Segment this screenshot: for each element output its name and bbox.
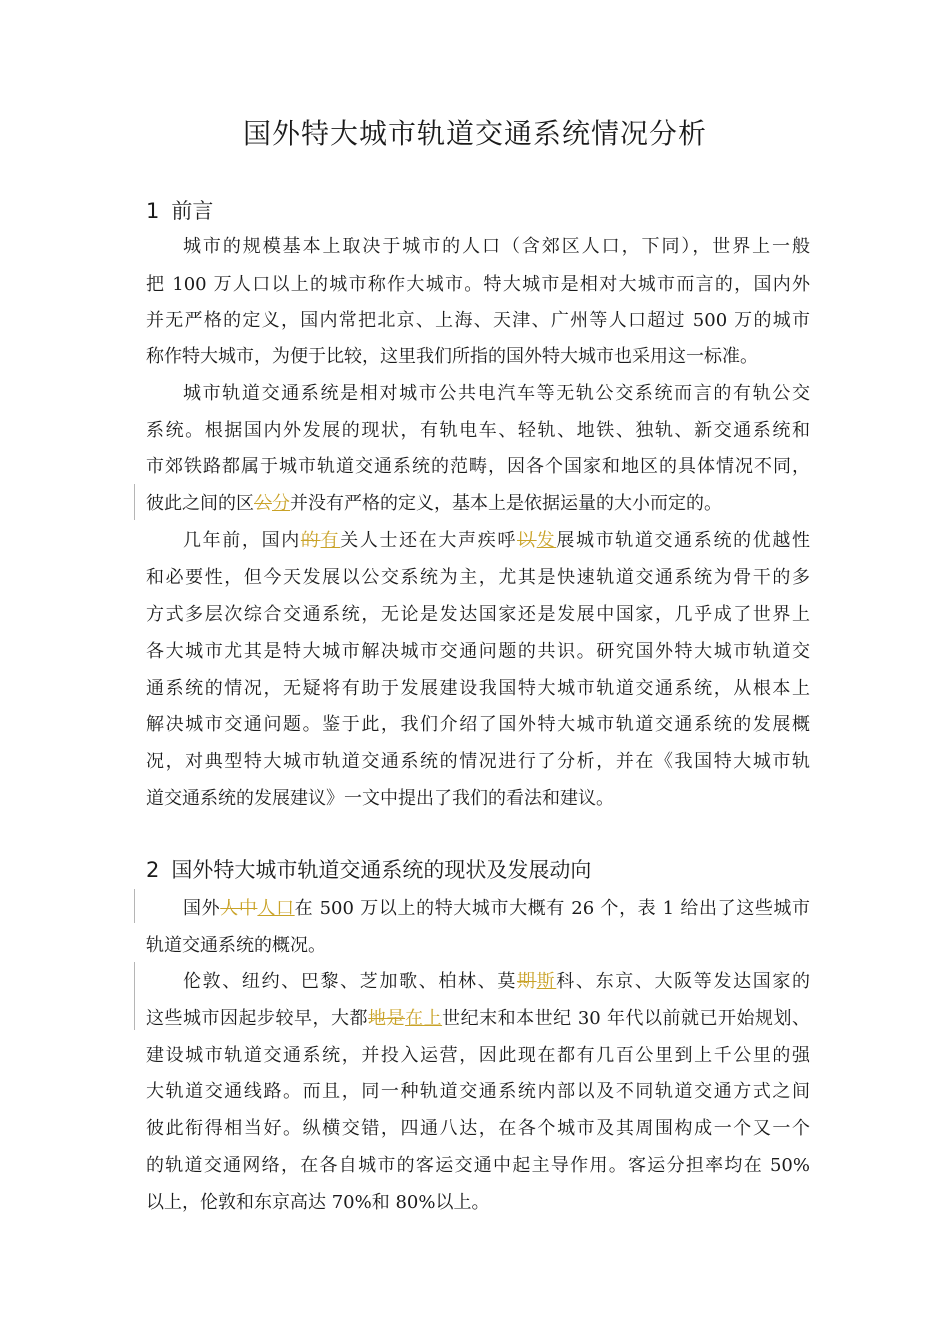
section-number: 1 — [146, 199, 160, 223]
tracked-deletion: 地是 — [368, 1008, 406, 1029]
tracked-insertion: 在上 — [405, 1008, 443, 1029]
text-line — [146, 266, 810, 303]
text-run: 解决城市交通问题。鉴于此，我们介绍了国外特大城市轨道交通系统的发展概 — [146, 714, 810, 735]
text-run: 彼此衔得相当好。纵横交错，四通八达，在各个城市及其周围构成一个又一个 — [146, 1118, 810, 1139]
text-line — [146, 448, 810, 485]
text-line — [146, 302, 810, 339]
section-heading-text: 国外特大城市轨道交通系统的现状及发展动向 — [171, 858, 592, 882]
text-line — [146, 927, 810, 964]
text-line — [146, 890, 810, 927]
text-run: 伦敦、纽约、巴黎、芝加歌、柏林、莫 — [183, 971, 517, 992]
text-line — [146, 228, 810, 265]
text-run: 科、东京、大阪等发达国家的 — [556, 971, 811, 992]
text-line — [146, 412, 810, 449]
text-line — [146, 485, 810, 522]
text-run: 方式多层次综合交通系统，无论是发达国家还是发展中国家，几乎成了世界上 — [146, 604, 810, 625]
text-line — [146, 559, 810, 596]
text-run: 况，对典型特大城市轨道交通系统的情况进行了分析，并在《我国特大城市轨 — [146, 751, 810, 772]
tracked-insertion: 斯 — [536, 971, 557, 992]
text-run: 城市轨道交通系统是相对城市公共电汽车等无轨公交系统而言的有轨公交 — [183, 383, 810, 404]
text-run: 大轨道交通线路。而且，同一种轨道交通系统内部以及不同轨道交通方式之间 — [146, 1081, 810, 1102]
tracked-deletion: 以 — [517, 530, 537, 551]
text-run: 并无严格的定义，国内常把北京、上海、天津、广州等人口超过 500 万的城市 — [146, 310, 810, 331]
section-number: 2 — [146, 858, 160, 882]
section-heading-text: 前言 — [171, 199, 214, 223]
text-line — [146, 963, 810, 1000]
section-heading — [146, 855, 591, 885]
text-line — [146, 670, 810, 707]
text-line — [146, 1110, 810, 1147]
tracked-insertion: 分 — [272, 493, 290, 514]
text-run: 这些城市因起步较早，大都 — [146, 1008, 369, 1029]
section-heading — [146, 196, 213, 226]
text-run: 系统。根据国内外发展的现状，有轨电车、轻轨、地铁、独轨、新交通系统和 — [146, 420, 810, 441]
text-run: 通系统的情况，无疑将有助于发展建设我国特大城市轨道交通系统，从根本上 — [146, 678, 810, 699]
text-line — [146, 338, 810, 375]
text-run: 称作特大城市，为便于比较，这里我们所指的国外特大城市也采用这一标准。 — [146, 346, 758, 367]
text-line — [146, 1147, 810, 1184]
text-run: 各大城市尤其是特大城市解决城市交通问题的共识。研究国外特大城市轨道交 — [146, 641, 810, 662]
text-line — [146, 1073, 810, 1110]
text-run: 市郊铁路都属于城市轨道交通系统的范畴，因各个国家和地区的具体情况不同， — [146, 456, 810, 477]
text-line — [146, 633, 810, 670]
tracked-deletion: 期 — [516, 971, 537, 992]
change-bar — [134, 484, 135, 520]
tracked-deletion: 公 — [254, 493, 272, 514]
change-bar — [134, 962, 135, 1030]
text-run: 以上，伦敦和东京高达 70%和 80%以上。 — [146, 1192, 490, 1213]
text-line — [146, 1000, 810, 1037]
text-run: 和必要性，但今天发展以公交系统为主，尤其是快速轨道交通系统为骨干的多 — [146, 567, 810, 588]
change-bar — [134, 889, 135, 923]
tracked-deletion: 的 — [300, 530, 321, 551]
text-run: 把 100 万人口以上的城市称作大城市。特大城市是相对大城市而言的，国内外 — [146, 274, 810, 295]
text-line — [146, 375, 810, 412]
text-run: 展城市轨道交通系统的优越性 — [556, 530, 811, 551]
text-run: 世纪末和本世纪 30 年代以前就已开始规划、 — [442, 1008, 811, 1029]
text-run: 关人士还在大声疾呼 — [340, 530, 517, 551]
tracked-insertion: 人口 — [257, 898, 295, 919]
text-run: 在 500 万以上的特大城市大概有 26 个，表 1 给出了这些城市 — [294, 898, 811, 919]
text-line — [146, 1037, 810, 1074]
text-line — [146, 780, 810, 817]
text-line — [146, 596, 810, 633]
text-run: 道交通系统的发展建议》一文中提出了我们的看法和建议。 — [146, 788, 614, 809]
text-line — [146, 522, 810, 559]
text-run: 轨道交通系统的概况。 — [146, 935, 326, 956]
tracked-insertion: 有 — [320, 530, 341, 551]
tracked-insertion: 发 — [536, 530, 557, 551]
text-run: 彼此之间的区 — [146, 493, 254, 514]
text-run: 几年前，国内 — [183, 530, 301, 551]
text-run: 的轨道交通网络，在各自城市的客运交通中起主导作用。客运分担率均在 50% — [146, 1155, 810, 1176]
text-run: 建设城市轨道交通系统，并投入运营，因此现在都有几百公里到上千公里的强 — [146, 1045, 810, 1066]
text-run: 国外 — [183, 898, 221, 919]
text-line — [146, 743, 810, 780]
document-title: 国外特大城市轨道交通系统情况分析 — [242, 117, 707, 150]
text-line — [146, 706, 810, 743]
tracked-deletion: 人中 — [220, 898, 258, 919]
text-line — [146, 1184, 810, 1221]
text-run: 并没有严格的定义，基本上是依据运量的大小而定的。 — [290, 493, 722, 514]
text-run: 城市的规模基本上取决于城市的人口（含郊区人口，下同），世界上一般 — [183, 236, 810, 257]
